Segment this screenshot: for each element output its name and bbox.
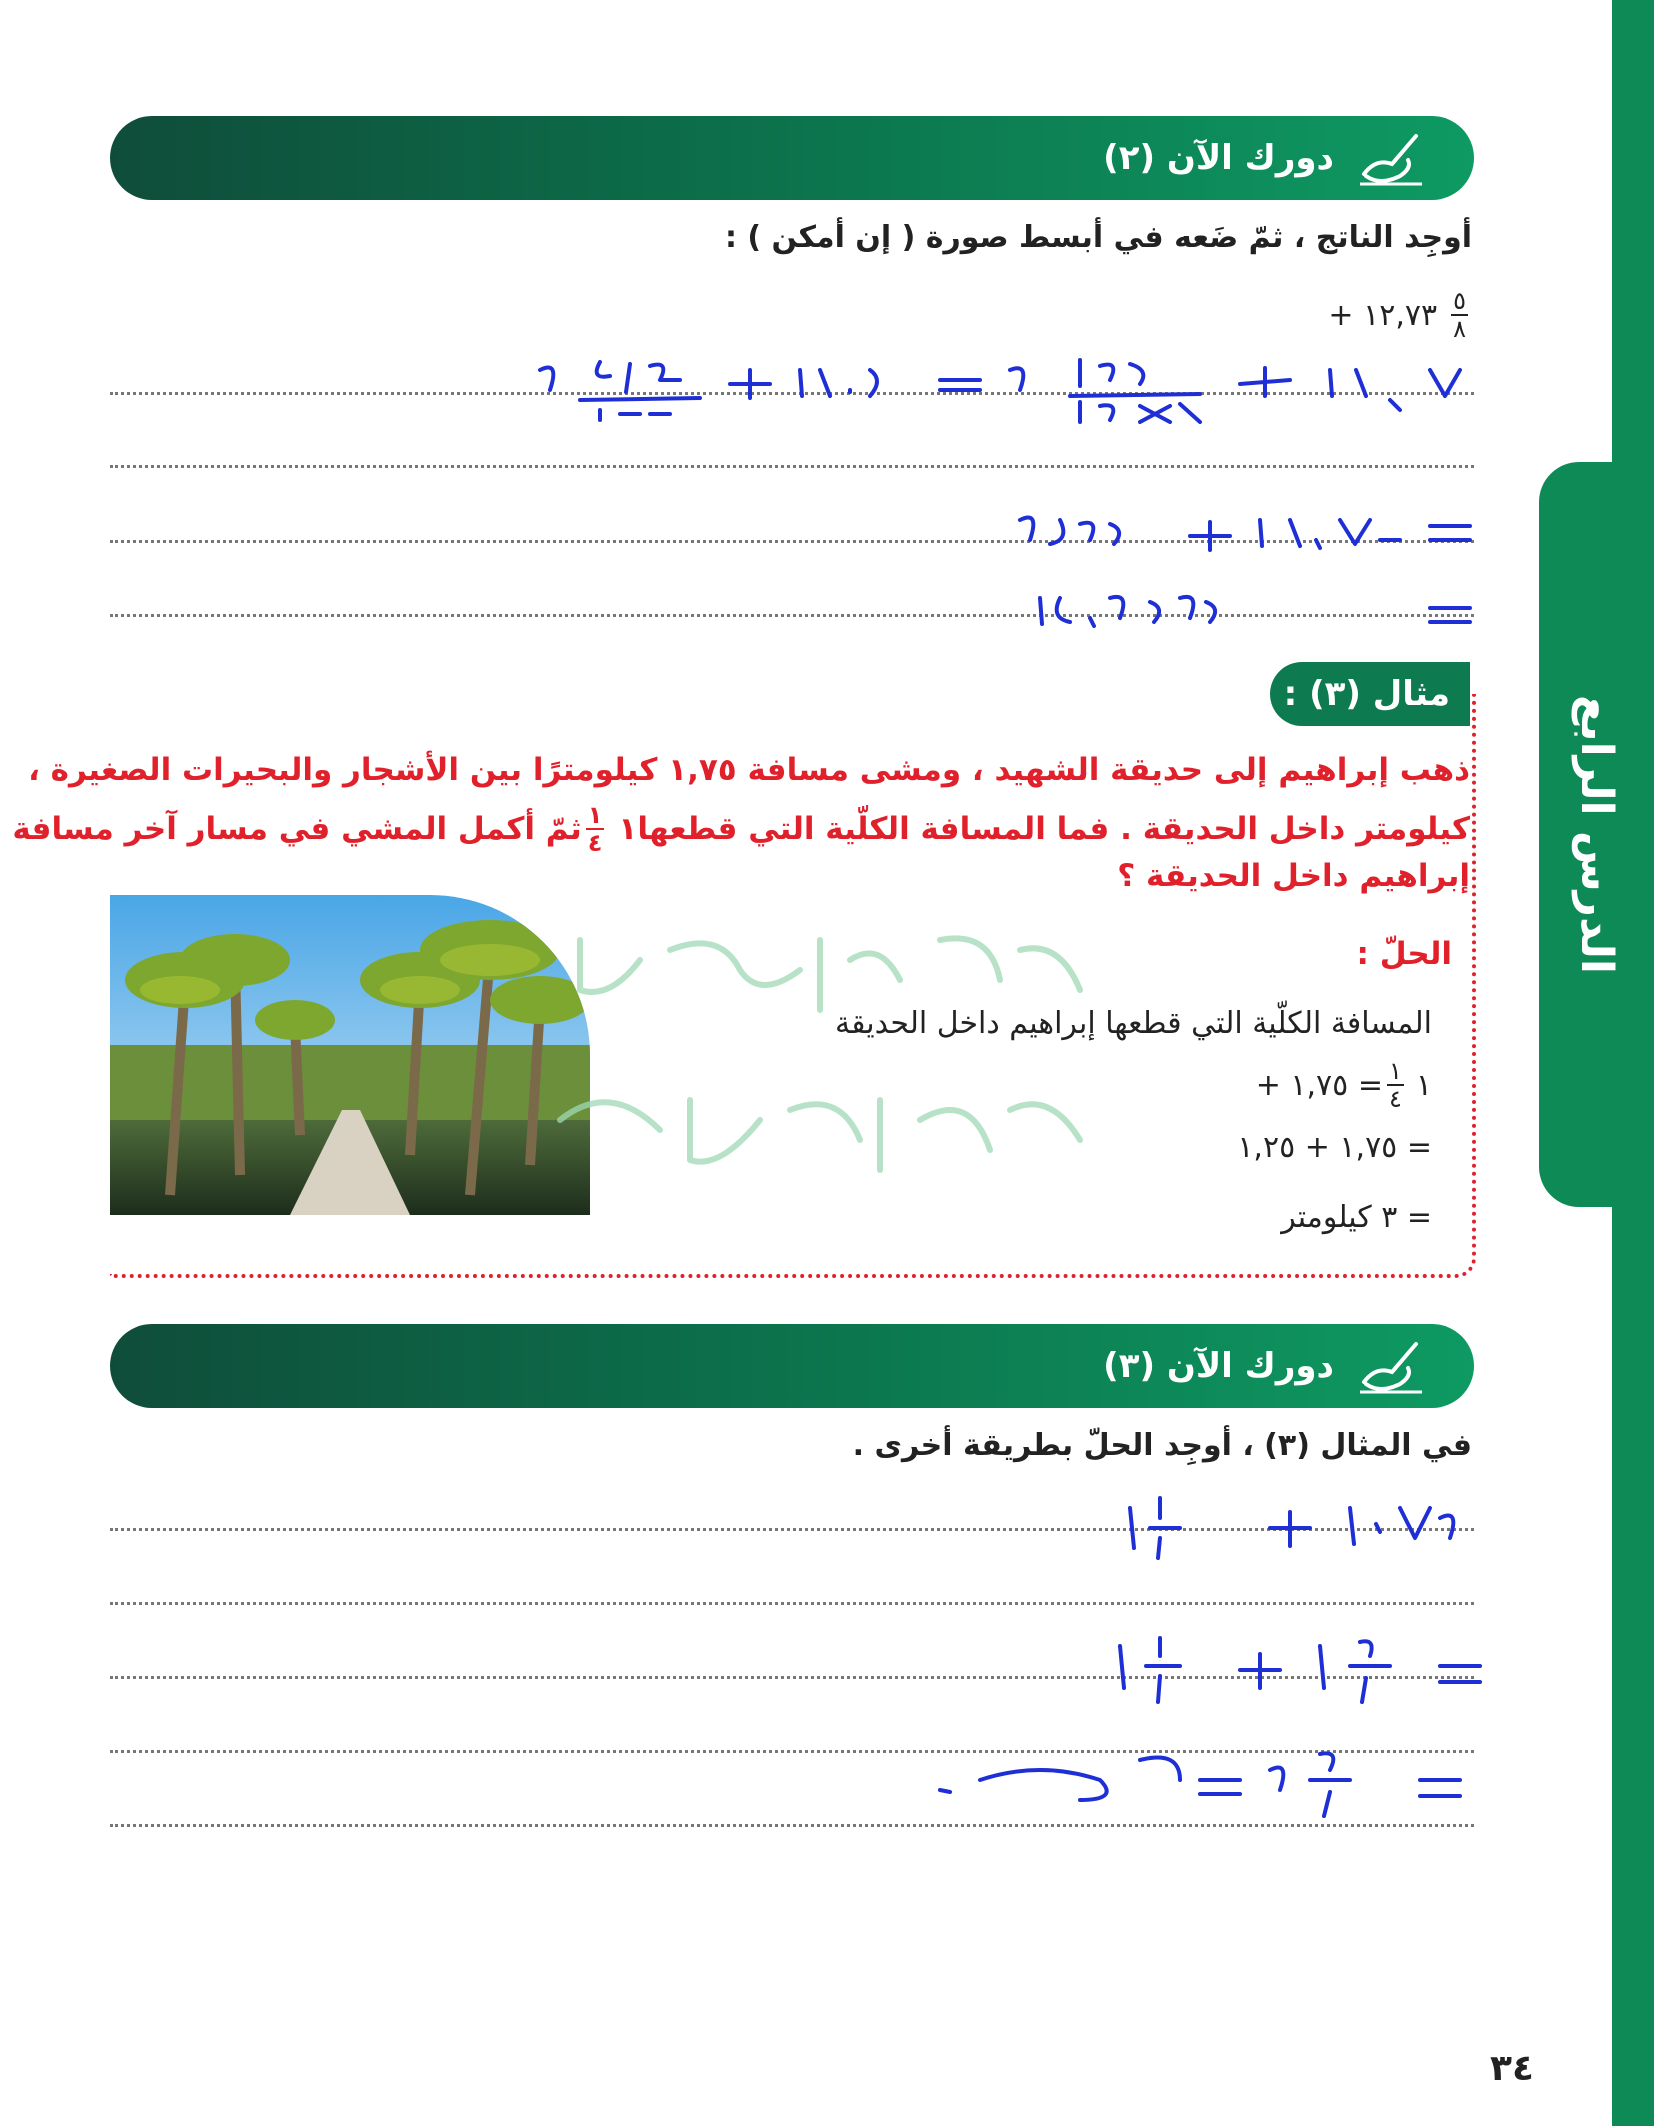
- expression-fraction: [1451, 288, 1468, 342]
- problem-numerator: ١: [587, 801, 603, 829]
- handwritten-watermark: [520, 900, 1160, 1220]
- solution-intro: المسافة الكلّية التي قطعها إبراهيم داخل الحديقة: [835, 1006, 1432, 1041]
- your-turn-2-title: دورك الآن (٢): [1103, 138, 1334, 178]
- handwritten-answer-4: [1120, 1488, 1480, 1568]
- step1-prefix: = ١,٧٥ +: [1255, 1067, 1383, 1103]
- your-turn-3-banner: [110, 1324, 1474, 1408]
- step1-numerator: ١: [1388, 1057, 1402, 1085]
- expression-numerator: ٥: [1453, 287, 1466, 315]
- handwritten-answer-3: [1030, 578, 1480, 638]
- solution-step2: = ١,٧٥ + ١,٢٥: [1237, 1130, 1432, 1165]
- section1-instruction: أوجِد الناتج ، ثمّ ضَعه في أبسط صورة ( إن أمكن ) :: [724, 220, 1472, 255]
- answer-line[interactable]: [110, 1602, 1474, 1605]
- page-number: ٣٤: [1490, 2048, 1534, 2089]
- problem-whole: ١: [618, 811, 638, 847]
- expression-whole: ٣: [1420, 297, 1438, 333]
- example-3-label-text: مثال (٣) :: [1283, 674, 1450, 714]
- your-turn-2-banner: [110, 116, 1474, 200]
- problem-line2-a: ثمّ أكمل المشي في مسار آخر مسافة: [12, 811, 582, 847]
- answer-line[interactable]: [110, 465, 1474, 468]
- problem-denominator: ٤: [587, 829, 603, 857]
- solution-label: الحلّ :: [1356, 936, 1452, 972]
- step1-whole: ١: [1415, 1067, 1432, 1103]
- section1-expression: [1328, 288, 1472, 342]
- hand-writing-icon: [1356, 1332, 1426, 1398]
- palm-garden-image: [110, 895, 590, 1215]
- problem-line2-b: كيلومتر داخل الحديقة . فما المسافة الكلّية التي قطعها: [637, 811, 1470, 847]
- your-turn-3-title: دورك الآن (٣): [1103, 1346, 1334, 1386]
- expression-denominator: ٨: [1453, 315, 1466, 343]
- example-problem-line2: [12, 802, 1470, 856]
- handwritten-answer-2: [1010, 500, 1490, 560]
- section2-instruction: في المثال (٣) ، أوجِد الحلّ بطريقة أخرى .: [852, 1428, 1472, 1463]
- solution-step3: = ٣ كيلومتر: [1281, 1200, 1432, 1235]
- example-problem-line1: ذهب إبراهيم إلى حديقة الشهيد ، ومشى مسافة ١,٧٥ كيلومترًا بين الأشجار والبحيرات الصغيرة ،: [28, 752, 1470, 788]
- garden-photo: [110, 895, 590, 1215]
- handwritten-answer-5: [1100, 1626, 1500, 1716]
- example-problem-line3: إبراهيم داخل الحديقة ؟: [1117, 858, 1470, 894]
- step1-fraction: [1387, 1058, 1404, 1112]
- lesson-side-tab-label-wrap: [1539, 462, 1654, 1207]
- solution-step1: [1256, 1058, 1432, 1112]
- hand-writing-icon: [1356, 124, 1426, 190]
- expression-prefix: ١٢,٧ +: [1328, 297, 1421, 333]
- step1-denominator: ٤: [1388, 1085, 1402, 1113]
- lesson-side-tab-label: الدرس الرابع: [1571, 694, 1622, 975]
- handwritten-answer-6: [920, 1740, 1480, 1830]
- handwritten-answer-1: [520, 340, 1480, 440]
- problem-fraction: [586, 802, 605, 856]
